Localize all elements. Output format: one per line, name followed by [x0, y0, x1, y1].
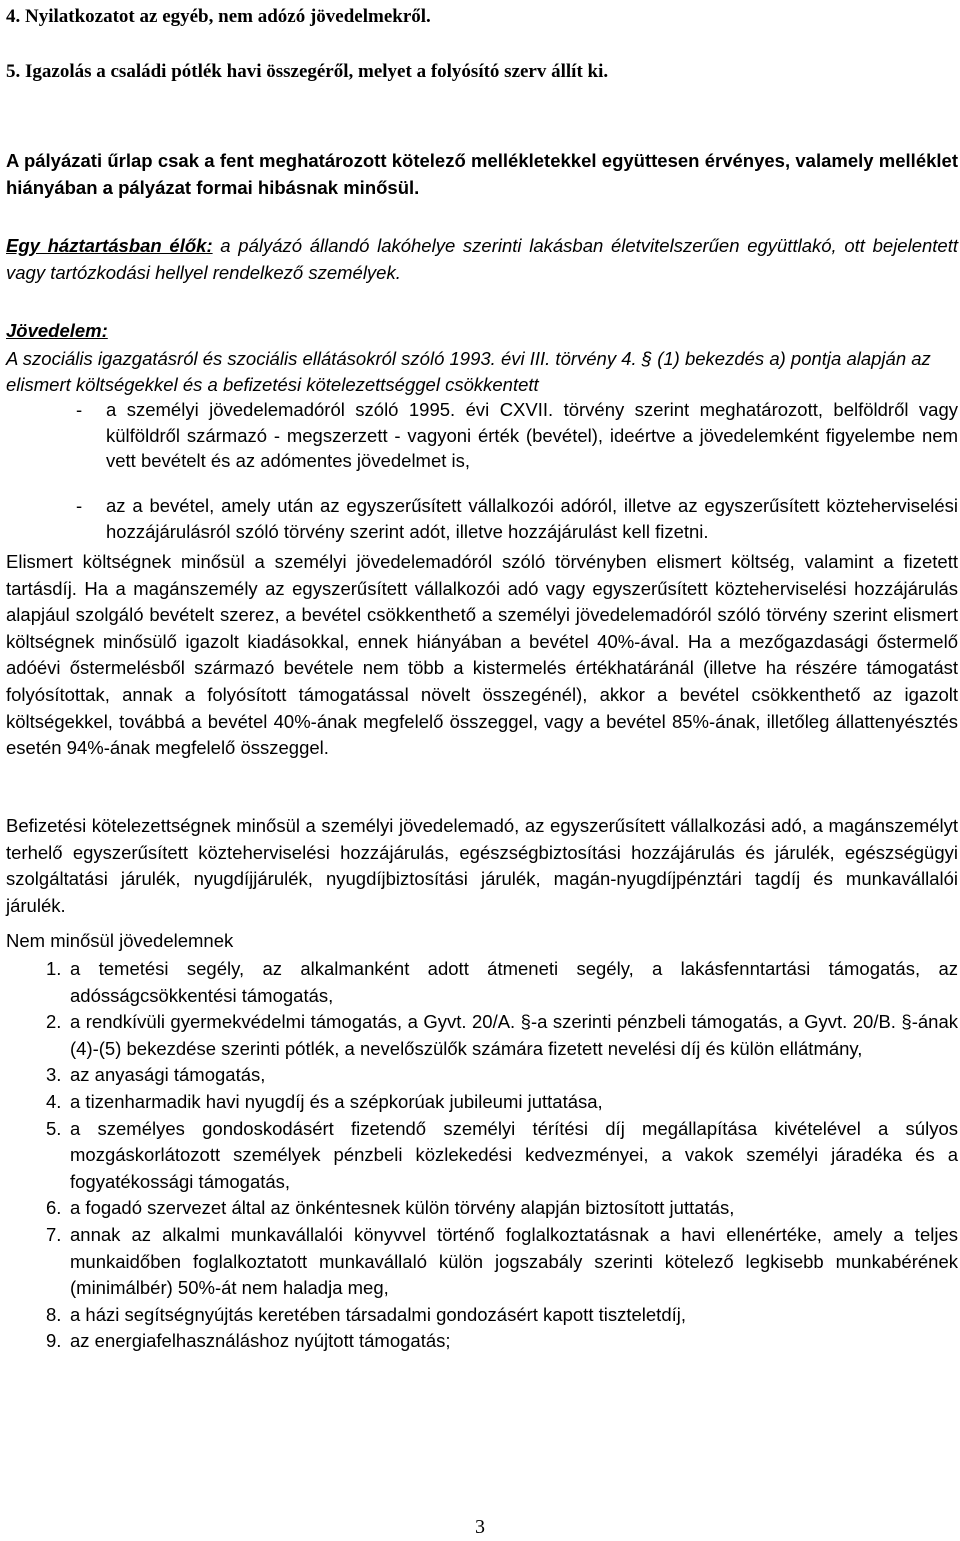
income-dash-1 [6, 397, 958, 474]
household-definition [6, 232, 958, 286]
list-item-text: a rendkívüli gyermekvédelmi támogatás, a Gyvt. 20/A. §-a szerinti pénzbeli támogatás, a Gyvt. 20/B. §-ának (4)-(5) bekezdése szerinti pótlék, a nevelőszülők számára fizetett nevelési díj és külön ellátmány, [70, 1011, 958, 1059]
not-income-list [6, 956, 958, 1355]
list-item [6, 1089, 958, 1116]
list-item-text: a házi segítségnyújtás keretében társadalmi gondozásért kapott tiszteletdíj, [70, 1303, 686, 1325]
list-item [6, 1009, 958, 1062]
income-intro: A szociális igazgatásról és szociális ellátásokról szóló 1993. évi III. törvény 4. § (1) bekezdés a) pontja alapján az elismert költségekkel és a befizetési kötelezettséggel csökkentett [6, 348, 931, 395]
list-item-text: a temetési segély, az alkalmanként adott átmeneti segély, a lakásfenntartási támogatás, az adósságcsökkentési támogatás, [70, 958, 958, 1006]
dash-marker: - [76, 399, 83, 420]
page-number: 3 [475, 1516, 485, 1538]
list-item [6, 1116, 958, 1196]
list-item-text: annak az alkalmi munkavállalói könyvvel történő foglalkoztatásnak a havi ellenértéke, amely a teljes munkaidőben foglalkoztatott munkavállaló külön jogszabály szerinti kötelező legkisebb munkabérének (minimálbér) 50%-át nem haladja meg, [70, 1223, 958, 1299]
recognized-costs: Elismert költségnek minősül a személyi jövedelemadóról szóló törvényben elismert költség, valamint a fizetett tartásdíj. Ha a magánszemély az egyszerűsített vállalkozói adó vagy egyszerűsített közteherviselési hozzájárulás alapjául szolgáló bevételt szerez, a bevétel csökkenthető a személyi jövedelemadóról szóló törvény szerint elismert költségnek minősülő igazolt kiadásokkal, ennek hiányában a bevétel 40%-ával. Ha a mezőgazdasági őstermelő adóévi őstermelésből származó bevétele nem több a kistermelés értékhatáránál (illetve ha részére támogatást folyósítottak, annak a folyósított támogatással növelt összegénél), akkor a bevétel csökkenthető az igazolt költségekkel, továbbá a bevétel 40%-ának megfelelő összeggel, vagy a bevétel 85%-ának, illetőleg állattenyésztés esetén 94%-ának megfelelő összeggel. [6, 551, 958, 759]
list-item-text: a fogadó szervezet által az önkéntesnek külön törvény alapján biztosított juttatás, [70, 1197, 735, 1219]
list-item-number: 1. [46, 958, 62, 979]
payment-obligation: Befizetési kötelezettségnek minősül a személyi jövedelemadó, az egyszerűsített vállalkozási adó, a magánszemélyt terhelő egyszerűsített közteherviselési hozzájárulás, egészségbiztosítási hozzájárulás és járulék, egészségügyi szolgáltatási járulék, nyugdíjjárulék, nyugdíjbiztosítási járulék, magán-nyugdíjpénztári tagdíj és munkavállalói járulék. [6, 815, 958, 916]
list-item [6, 1328, 958, 1355]
validity-note: A pályázati űrlap csak a fent meghatározott kötelező mellékletekkel együttesen érvényes, valamely melléklet hiányában a pályázat formai hibásnak minősül. [6, 150, 958, 198]
list-item [6, 956, 958, 1009]
income-heading-text: Jövedelem: [6, 320, 108, 341]
list-item-number: 5. [46, 1117, 62, 1139]
list-item-number: 3. [46, 1064, 62, 1086]
list-item-text: az energiafelhasználáshoz nyújtott támogatás; [70, 1330, 451, 1352]
dash-marker: - [76, 495, 83, 516]
list-item-number: 7. [46, 1223, 62, 1245]
list-item [6, 1062, 958, 1089]
income-dash-2 [6, 493, 958, 544]
list-item [6, 1302, 958, 1329]
list-item-text: a tizenharmadik havi nyugdíj és a szépkorúak jubileumi juttatása, [70, 1090, 603, 1112]
list-item-number: 9. [46, 1330, 62, 1352]
list-item [6, 1195, 958, 1222]
list-item-number: 2. [46, 1011, 62, 1033]
list-item-number: 4. [46, 1090, 62, 1112]
list-item-text: a személyes gondoskodásért fizetendő személyi térítési díj megállapítása kivételével a súlyos mozgáskorlátozott személyek pénzbeli közlekedési kedvezményei, a vakok személyi járadéka és a fogyatékossági támogatás, [70, 1117, 958, 1192]
household-term: Egy háztartásban élők: [6, 235, 213, 256]
item-5: 5. Igazolás a családi pótlék havi összegéről, melyet a folyósító szerv állít ki. [6, 61, 609, 82]
list-item-number: 8. [46, 1303, 62, 1325]
dash-text: az a bevétel, amely után az egyszerűsített vállalkozói adóról, illetve az egyszerűsített közteherviselési hozzájárulásról szóló törvény szerint adót, illetve hozzájárulást kell fizetni. [106, 495, 958, 542]
item-4: 4. Nyilatkozatot az egyéb, nem adózó jövedelmekről. [6, 6, 431, 27]
list-item-text: az anyasági támogatás, [70, 1064, 266, 1086]
income-heading [6, 318, 958, 344]
not-income-heading: Nem minősül jövedelemnek [6, 930, 234, 951]
list-item-number: 6. [46, 1197, 62, 1219]
dash-text: a személyi jövedelemadóról szóló 1995. évi CXVII. törvény szerint meghatározott, belföldről vagy külföldről származó - megszerzett - vagyoni érték (bevétel), ideértve a jövedelemként figyelembe nem vett bevételt és az adómentes jövedelmet is, [106, 399, 958, 471]
list-item [6, 1222, 958, 1302]
household-text: a pályázó állandó lakóhelye szerinti lakásban életvitelszerűen együttlakó, ott bejelentett vagy tartózkodási hellyel rendelkező személyek. [6, 235, 958, 283]
